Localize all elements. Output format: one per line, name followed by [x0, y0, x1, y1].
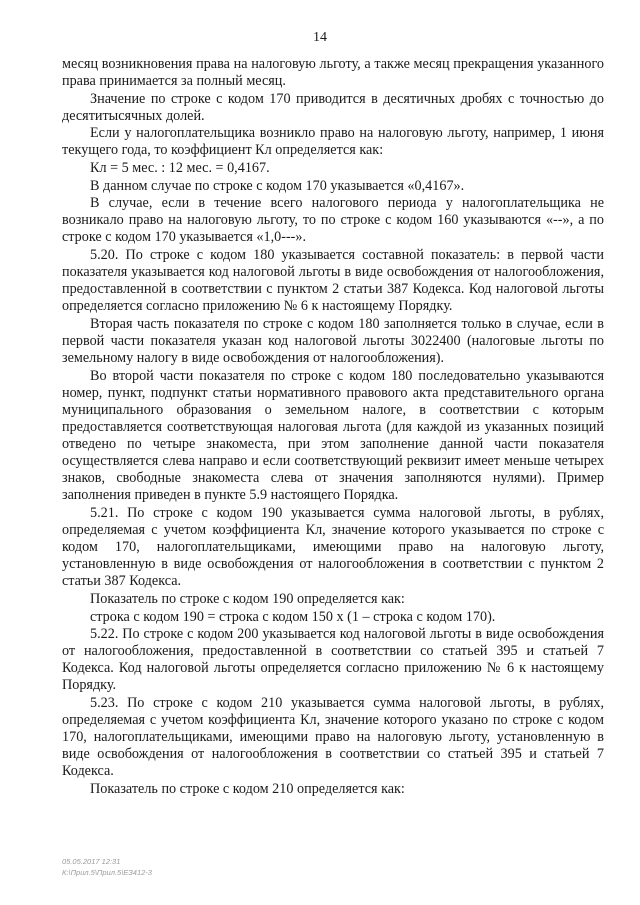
paragraph: В данном случае по строке с кодом 170 указывается «0,4167».	[90, 177, 465, 194]
page-number: 14	[313, 30, 327, 45]
paragraph: Вторая часть показателя по строке с кодом 180 заполняется только в случае, если в первой части показателя указан код налоговой льготы 3022400 (налоговые льготы по земельному налогу в виде освобождения от налогообложения).	[62, 315, 604, 367]
paragraph: 5.23. По строке с кодом 210 указывается сумма налоговой льготы, в рублях, определяемая с учетом коэффициента Кл, значение которого указано по строке с кодом 170, налогоплательщиками, имеющими право на налоговую льготу, установленную в виде освобождения от налогообложения в соответствии со статьей 395 и статьей 7 Кодекса.	[62, 694, 604, 780]
document-body	[62, 56, 604, 799]
formula: Кл = 5 мес. : 12 мес. = 0,4167.	[90, 160, 270, 177]
paragraph: Если у налогоплательщика возникло право на налоговую льготу, например, 1 июня текущего года, то коэффициент Кл определяется как:	[62, 125, 604, 159]
paragraph: В случае, если в течение всего налогового периода у налогоплательщика не возникало право на налоговую льготу, то по строке с кодом 160 указываются «--», а по строке с кодом 170 указывается «1,0---».	[62, 195, 604, 246]
document-footer	[62, 856, 152, 878]
formula: строка с кодом 190 = строка с кодом 150 x (1 – строка с кодом 170).	[90, 608, 496, 625]
paragraph: 5.20. По строке с кодом 180 указывается составной показатель: в первой части показателя указывается код налоговой льготы в виде освобождения от налогообложения, предоставленной в соответствии с пунктом 2 статьи 387 Кодекса. Код налоговой льготы определяется согласно приложению № 6 к настоящему Порядку.	[62, 247, 604, 315]
footer-filepath: К:\Прил.5\Прил.5\ЕЗ412-3	[62, 868, 152, 877]
paragraph: Значение по строке с кодом 170 приводится в десятичных дробях с точностью до десятитысячных долей.	[62, 90, 604, 124]
paragraph: 5.22. По строке с кодом 200 указывается код налоговой льготы в виде освобождения от налогообложения, предоставленной в соответствии со статьей 395 и статьей 7 Кодекса. Код налоговой льготы определяется согласно приложению № 6 к настоящему Порядку.	[62, 626, 604, 694]
paragraph: 5.21. По строке с кодом 190 указывается сумма налоговой льготы, в рублях, определяемая с учетом коэффициента Кл, значение которого указывается по строке с кодом 170, налогоплательщиками, имеющими право на налоговую льготу, установленную в виде освобождения от налогообложения в соответствии с пунктом 2 статьи 387 Кодекса.	[62, 504, 604, 590]
paragraph: Показатель по строке с кодом 210 определяется как:	[90, 780, 405, 797]
paragraph: месяц возникновения права на налоговую льготу, а также месяц прекращения указанного права принимается за полный месяц.	[62, 56, 604, 90]
paragraph: Показатель по строке с кодом 190 определяется как:	[90, 590, 405, 607]
paragraph: Во второй части показателя по строке с кодом 180 последовательно указываются номер, пункт, подпункт статьи нормативного правового акта представительного органа муниципального образования о земельном налоге, в соответствии с которым предоставляется соответствующая налоговая льгота (для каждой из указанных позиций отведено по четыре знакоместа, при этом заполнение данной части показателя осуществляется слева направо и если соответствующий реквизит имеет меньше четырех знаков, свободные знакоместа слева от значения заполняются нулями). Пример заполнения приведен в пункте 5.9 настоящего Порядка.	[62, 367, 604, 504]
footer-timestamp: 05.05.2017 12:31	[62, 857, 121, 866]
